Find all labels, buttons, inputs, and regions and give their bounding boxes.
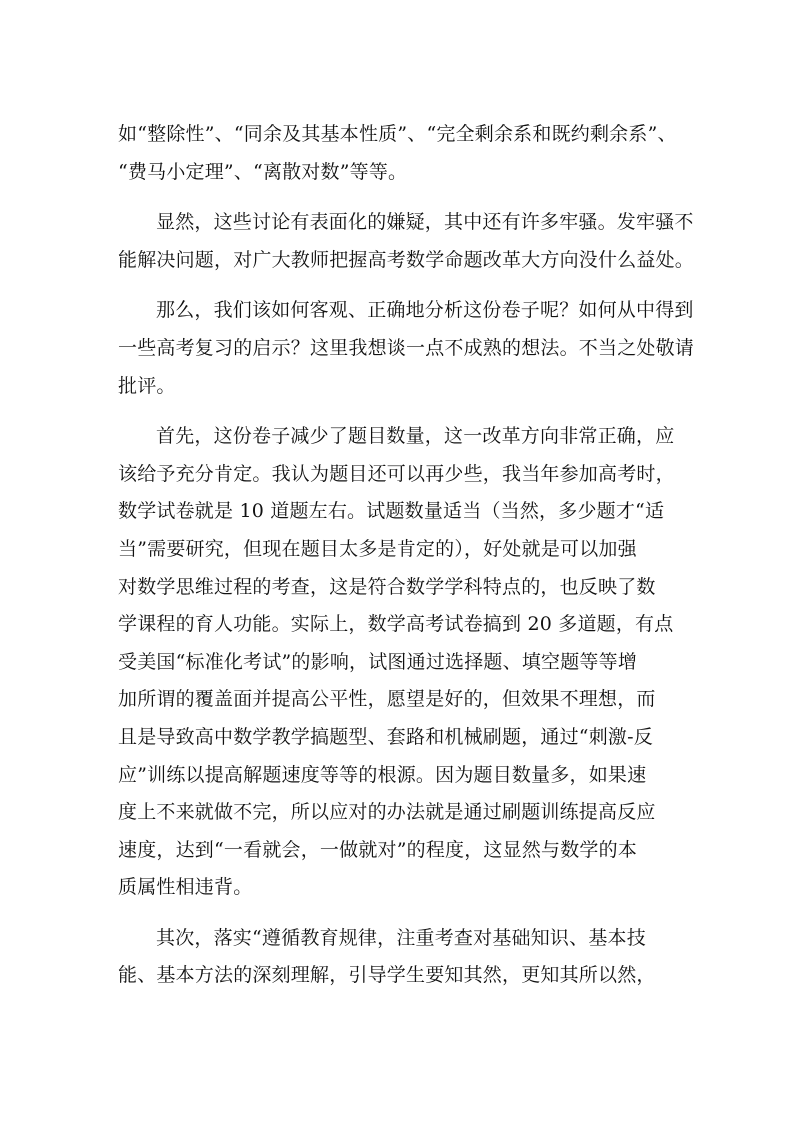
paragraph-gap [118, 405, 678, 418]
text-line: 数学试卷就是 10 道题左右。试题数量适当（当然，多少题才“适 [118, 500, 665, 523]
text-line: 且是导致高中数学教学搞题型、套路和机械刷题，通过“刺激-反 [118, 725, 653, 748]
text-line: 速度，达到“一看就会，一做就对”的程度，这显然与数学的本 [118, 838, 638, 861]
text-line: 当”需要研究，但现在题目太多是肯定的），好处就是可以加强 [118, 537, 637, 560]
text-line: 受美国“标准化考试”的影响，试图通过选择题、填空题等等增 [118, 650, 638, 673]
text-line: 显然，这些讨论有表面化的嫌疑，其中还有许多牢骚。发牢骚不 [156, 211, 694, 234]
paragraph-gap [118, 279, 678, 292]
text-line: 一些高考复习的启示？这里我想谈一点不成熟的想法。不当之处敬请 [118, 336, 695, 359]
document-page [118, 116, 695, 995]
text-line: 那么，我们该如何客观、正确地分析这份卷子呢？如何从中得到 [156, 299, 694, 322]
text-line: 其次，落实“遵循教育规律，注重考查对基础知识、基本技 [156, 926, 646, 949]
paragraph-gap [118, 907, 678, 920]
text-line: 该给予充分肯定。我认为题目还可以再少些，我当年参加高考时， [118, 462, 675, 485]
text-line: 对数学思维过程的考查，这是符合数学学科特点的，也反映了数 [118, 575, 656, 598]
paragraph-3 [118, 292, 695, 405]
paragraph-1 [118, 116, 678, 191]
text-line: 能解决问题，对广大教师把握高考数学命题改革大方向没什么益处。 [118, 248, 695, 271]
paragraph-5 [118, 920, 678, 995]
text-line: 度上不来就做不完，所以应对的办法就是通过刷题训练提高反应 [118, 801, 656, 824]
text-line: 如“整除性”、“同余及其基本性质”、“完全剩余系和既约剩余系”、 [118, 123, 677, 145]
paragraph-gap [118, 191, 678, 204]
paragraph-2 [118, 204, 695, 279]
text-line: 批评。 [118, 374, 176, 397]
text-line: 首先，这份卷子减少了题目数量，这一改革方向非常正确，应 [156, 425, 675, 448]
paragraph-4 [118, 418, 678, 907]
text-line: 学课程的育人功能。实际上，数学高考试卷搞到 20 多道题，有点 [118, 613, 674, 636]
text-line: “费马小定理”、“离散对数”等等。 [118, 160, 408, 183]
text-line: 应”训练以提高解题速度等等的根源。因为题目数量多，如果速 [118, 763, 647, 786]
text-line: 能、基本方法的深刻理解，引导学生要知其然，更知其所以然， [118, 964, 656, 987]
text-line: 加所谓的覆盖面并提高公平性，愿望是好的，但效果不理想，而 [118, 688, 656, 711]
text-line: 质属性相违背。 [118, 876, 253, 899]
